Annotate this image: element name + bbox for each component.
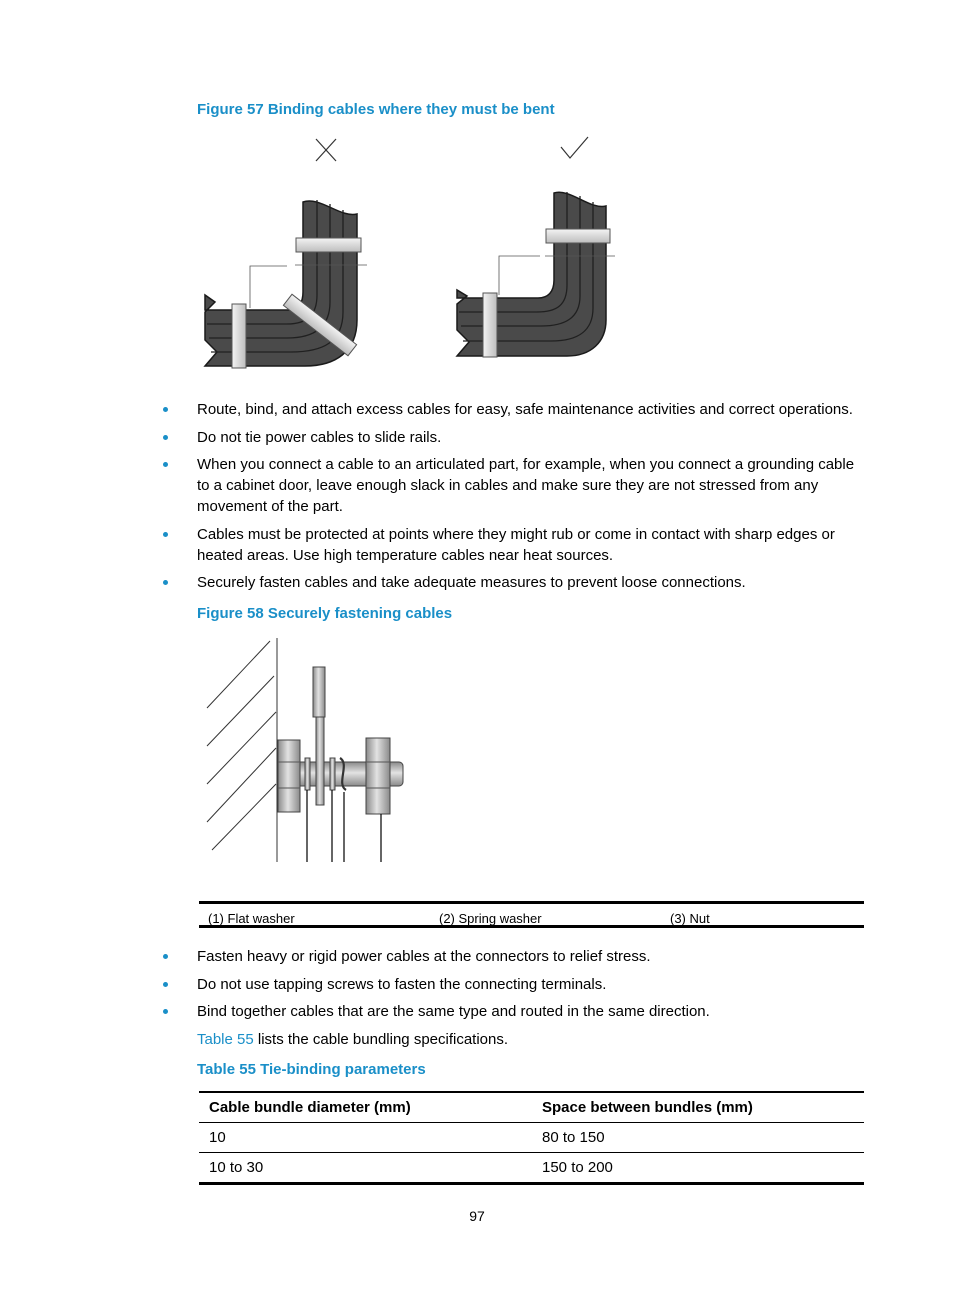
bullet-icon <box>163 462 168 467</box>
wrong-binding-cable <box>205 200 367 368</box>
table-cell: 10 to 30 <box>199 1153 532 1184</box>
bullet-list-1 <box>160 399 866 600</box>
table-row <box>199 1153 864 1184</box>
figure-58-legend <box>199 901 864 928</box>
figure-58-illustration <box>200 634 420 869</box>
table-header-row <box>199 1092 864 1123</box>
lug-tongue <box>316 717 324 805</box>
list-item: Securely fasten cables and take adequate measures to prevent loose connections. <box>160 572 866 593</box>
list-item: Fasten heavy or rigid power cables at the connectors to relief stress. <box>160 946 866 967</box>
cross-icon <box>316 139 336 161</box>
bullet-icon <box>163 435 168 440</box>
cable-lug <box>313 667 325 717</box>
list-item: Cables must be protected at points where they might rub or come in contact with sharp edges or heated areas. Use high temperature cables near heat sources. <box>160 524 866 566</box>
nut-left <box>278 740 300 812</box>
wall-hatching <box>207 638 277 862</box>
table-cell: 10 <box>199 1123 532 1153</box>
bullet-icon <box>163 532 168 537</box>
tie-binding-table <box>199 1091 864 1185</box>
list-item: Bind together cables that are the same type and routed in the same direction. <box>160 1001 866 1022</box>
figure-57-illustration <box>195 130 635 375</box>
flat-washer <box>305 758 310 790</box>
figure-57-caption: Figure 57 Binding cables where they must be bent <box>197 101 555 118</box>
table-row <box>199 1123 864 1153</box>
legend-flat-washer: (1) Flat washer <box>208 911 295 926</box>
bullet-icon <box>163 982 168 987</box>
list-item: Route, bind, and attach excess cables for easy, safe maintenance activities and correct operations. <box>160 399 866 420</box>
check-icon <box>561 137 588 158</box>
table-55-caption: Table 55 Tie-binding parameters <box>197 1061 426 1078</box>
bullet-icon <box>163 1009 168 1014</box>
list-item: Do not tie power cables to slide rails. <box>160 427 866 448</box>
page-number: 97 <box>469 1208 485 1224</box>
list-item: Do not use tapping screws to fasten the connecting terminals. <box>160 974 866 995</box>
bullet-list-2 <box>160 946 866 1029</box>
table-cell: 80 to 150 <box>532 1123 864 1153</box>
table-55-link[interactable]: Table 55 <box>197 1031 254 1048</box>
legend-nut: (3) Nut <box>670 911 710 926</box>
table-reference-paragraph: Table 55 lists the cable bundling specifications. <box>197 1031 509 1048</box>
figure-58-caption: Figure 58 Securely fastening cables <box>197 605 453 622</box>
correct-binding-cable <box>457 192 615 357</box>
table-cell: 150 to 200 <box>532 1153 864 1184</box>
bullet-icon <box>163 954 168 959</box>
bullet-icon <box>163 407 168 412</box>
flat-washer-2 <box>330 758 335 790</box>
legend-spring-washer: (2) Spring washer <box>439 911 542 926</box>
column-header: Space between bundles (mm) <box>532 1092 864 1123</box>
bullet-icon <box>163 580 168 585</box>
list-item: When you connect a cable to an articulated part, for example, when you connect a grounding cable to a cabinet door, leave enough slack in cables and make sure they are not stressed from any movement of the part. <box>160 454 866 517</box>
column-header: Cable bundle diameter (mm) <box>199 1092 532 1123</box>
nut-right <box>366 738 390 814</box>
